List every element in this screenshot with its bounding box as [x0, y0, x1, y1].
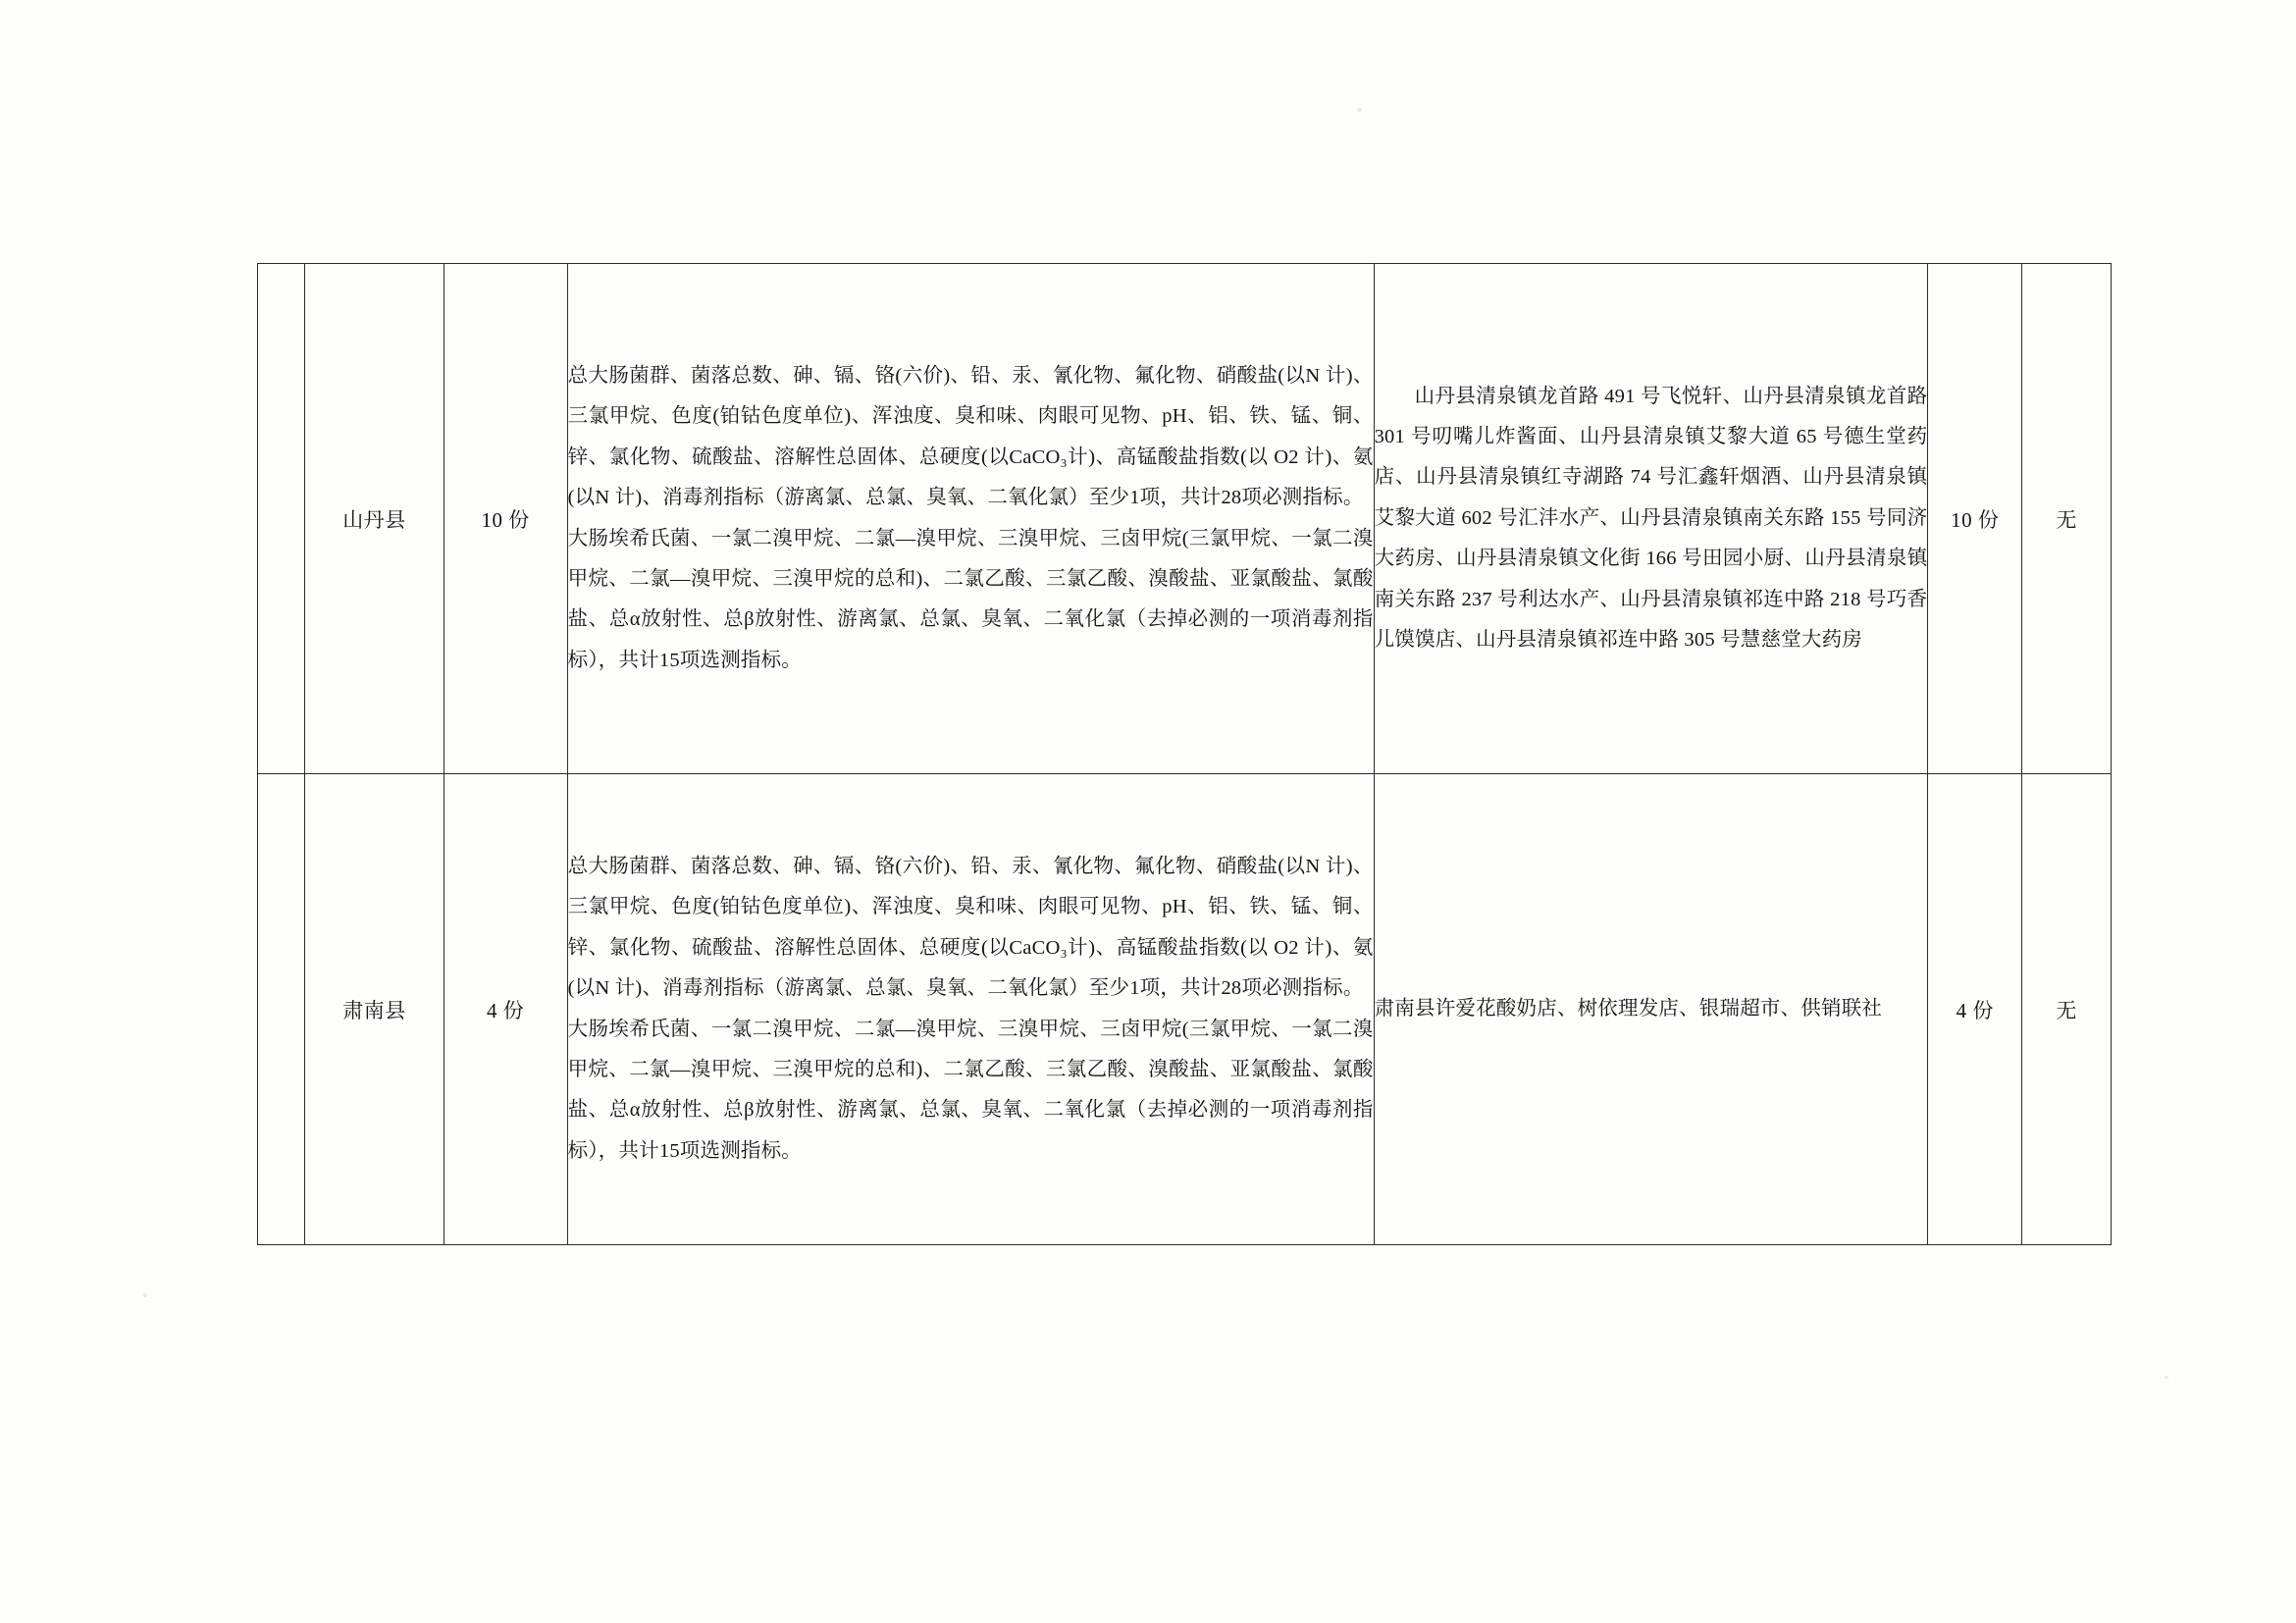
remark-cell: 无 [2022, 264, 2112, 774]
indicator-paragraph-required: 总大肠菌群、菌落总数、砷、镉、铬(六价)、铅、汞、氰化物、氟化物、硝酸盐(以N 计)、三氯甲烷、色度(铂钴色度单位)、浑浊度、臭和味、肉眼可见物、pH、铝、铁、锰、铜、锌、氯化物、硫酸盐、溶解性总固体、总硬度(以CaCO₃计)、高锰酸盐指数(以 O2 计)、氨(以N 计)、消毒剂指标（游离氯、总氯、臭氧、二氧化氯）至少1项，共计28项必测指标。 [567, 855, 1374, 1000]
scan-speck [143, 1293, 147, 1297]
indicator-paragraph-optional: 大肠埃希氏菌、一氯二溴甲烷、二氯—溴甲烷、三溴甲烷、三卤甲烷(三氯甲烷、一氯二溴甲烷、二氯—溴甲烷、三溴甲烷的总和)、二氯乙酸、三氯乙酸、溴酸盐、亚氯酸盐、氯酸盐、总α放射性、总β放射性、游离氯、总氯、臭氧、二氧化氯（去掉必测的一项消毒剂指标），共计15项选测指标。 [567, 1018, 1374, 1162]
scan-speck [1357, 108, 1362, 112]
address-text: 肃南县许爱花酸奶店、树依理发店、银瑞超市、供销联社 [1374, 997, 1883, 1020]
sample-count-cell: 10 份 [444, 264, 567, 774]
indicator-paragraph-optional: 大肠埃希氏菌、一氯二溴甲烷、二氯—溴甲烷、三溴甲烷、三卤甲烷(三氯甲烷、一氯二溴甲烷、二氯—溴甲烷、三溴甲烷的总和)、二氯乙酸、三氯乙酸、溴酸盐、亚氯酸盐、氯酸盐、总α放射性、总β放射性、游离氯、总氯、臭氧、二氧化氯（去掉必测的一项消毒剂指标），共计15项选测指标。 [567, 527, 1374, 671]
indicator-paragraph-required: 总大肠菌群、菌落总数、砷、镉、铬(六价)、铅、汞、氰化物、氟化物、硝酸盐(以N 计)、三氯甲烷、色度(铂钴色度单位)、浑浊度、臭和味、肉眼可见物、pH、铝、铁、锰、铜、锌、氯化物、硫酸盐、溶解性总固体、总硬度(以CaCO₃计)、高锰酸盐指数(以 O2 计)、氨(以N 计)、消毒剂指标（游离氯、总氯、臭氧、二氧化氯）至少1项，共计28项必测指标。 [567, 364, 1374, 509]
table-row [258, 774, 2112, 1245]
indicator-list-cell [567, 264, 1374, 774]
row-spacer-cell [258, 774, 305, 1245]
address-text: 山丹县清泉镇龙首路 491 号飞悦轩、山丹县清泉镇龙首路 301 号叨嘴儿炸酱面、山丹县清泉镇艾黎大道 65 号德生堂药店、山丹县清泉镇红寺湖路 74 号汇鑫轩烟酒、山丹县清泉镇艾黎大道 602 号汇沣水产、山丹县清泉镇南关东路 155 号同济大药房、山丹县清泉镇文化街 166 号田园小厨、山丹县清泉镇南关东路 237 号利达水产、山丹县清泉镇祁连中路 218 号巧香儿馍馍店、山丹县清泉镇祁连中路 305 号慧慈堂大药房 [1374, 385, 1928, 652]
row-spacer-cell [258, 264, 305, 774]
indicator-list-cell [567, 774, 1374, 1245]
address-cell [1374, 774, 1928, 1245]
inspection-table [257, 263, 2112, 1245]
scan-speck [2165, 1376, 2168, 1379]
result-count-cell: 4 份 [1928, 774, 2022, 1245]
address-cell [1374, 264, 1928, 774]
sample-count-cell: 4 份 [444, 774, 567, 1245]
county-cell: 肃南县 [305, 774, 444, 1245]
county-cell: 山丹县 [305, 264, 444, 774]
remark-cell: 无 [2022, 774, 2112, 1245]
table-row [258, 264, 2112, 774]
result-count-cell: 10 份 [1928, 264, 2022, 774]
